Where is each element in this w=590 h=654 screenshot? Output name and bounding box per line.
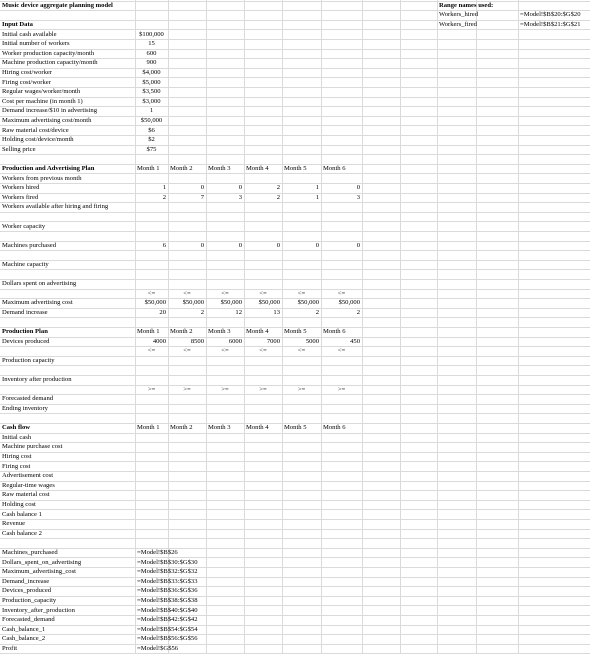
month-header[interactable]: Month 3 (208, 328, 231, 336)
demand-increase-cell[interactable]: 2 (200, 309, 204, 316)
input-value[interactable]: 600 (146, 49, 157, 57)
workers-fired-cell[interactable]: 2 (162, 193, 166, 201)
row-gridline (0, 231, 590, 232)
input-label[interactable]: Raw material cost/device (2, 126, 69, 134)
row-gridline (0, 269, 590, 270)
demand-increase-cell[interactable]: 20 (159, 309, 166, 316)
range-ref[interactable]: =Model!$B$36:$G$36 (137, 587, 198, 595)
constraint-le[interactable]: <= (183, 289, 191, 297)
input-value[interactable]: $50,000 (140, 117, 163, 124)
column-gridline (244, 0, 245, 654)
range-name[interactable]: Inventory_after_production (2, 606, 75, 614)
column-gridline (362, 0, 363, 654)
row-gridline (0, 154, 590, 155)
devices-produced-cell[interactable]: 6000 (228, 337, 242, 345)
input-value[interactable]: $5,000 (142, 78, 161, 86)
constraint-le[interactable]: <= (221, 289, 229, 297)
range-names-heading[interactable]: Range names used: (439, 1, 494, 9)
input-label[interactable]: Worker production capacity/month (2, 49, 95, 57)
cashflow-label[interactable]: Regular-time wages (2, 481, 55, 489)
range-ref[interactable]: =Model!$B$32:$G$32 (137, 568, 198, 576)
plan-heading[interactable]: Production and Advertising Plan (2, 165, 95, 172)
workers-fired-cell[interactable]: 7 (200, 193, 204, 201)
input-value[interactable]: $4,000 (142, 69, 161, 76)
constraint-le[interactable]: <= (297, 347, 306, 355)
max-adv-cell[interactable]: $50,000 (220, 299, 242, 307)
cashflow-label[interactable]: Initial cash (2, 433, 32, 441)
row-label[interactable]: Workers available after hiring and firing (2, 203, 109, 211)
devices-produced-cell[interactable]: 4000 (152, 337, 166, 345)
constraint-ge[interactable]: >= (147, 385, 156, 393)
row-label[interactable]: Worker capacity (2, 222, 46, 230)
constraint-le[interactable]: <= (183, 347, 191, 355)
input-label[interactable]: Firing cost/worker (2, 78, 51, 86)
input-value[interactable]: $75 (146, 145, 157, 153)
row-label[interactable]: Devices produced (2, 337, 50, 345)
row-label[interactable]: Workers fired (2, 193, 39, 201)
row-gridline (0, 250, 590, 251)
production-heading[interactable]: Production Plan (2, 328, 48, 336)
row-label[interactable]: Machines purchased (2, 241, 57, 249)
constraint-ge[interactable]: >= (259, 385, 267, 393)
demand-increase-cell[interactable]: 12 (235, 309, 242, 316)
demand-increase-cell[interactable]: 13 (273, 309, 280, 316)
input-label[interactable]: Regular wages/worker/month (2, 88, 81, 96)
sheet-title[interactable]: Music device aggregate planning model (2, 1, 113, 9)
max-adv-cell[interactable]: $50,000 (338, 299, 360, 307)
month-header[interactable]: Month 4 (246, 165, 269, 172)
input-value[interactable]: 15 (148, 40, 155, 48)
range-name[interactable]: Profit (2, 645, 18, 652)
row-label[interactable]: Inventory after production (2, 376, 72, 384)
range-ref[interactable]: =Model!$B$54:$G$54 (137, 625, 198, 633)
range-name[interactable]: Production_capacity (2, 597, 57, 604)
machines-purchased-cell[interactable]: 0 (276, 241, 280, 249)
range-name[interactable]: Cash_balance_2 (2, 635, 46, 643)
range-name[interactable]: Machines_purchased (2, 549, 58, 556)
input-label[interactable]: Cost per machine (in month 1) (2, 97, 83, 105)
devices-produced-cell[interactable]: 8500 (190, 337, 204, 345)
month-header[interactable]: Month 2 (170, 424, 193, 432)
input-value[interactable]: $100,000 (139, 30, 164, 38)
row-label[interactable]: Workers from previous month (2, 174, 82, 182)
devices-produced-cell[interactable]: 450 (350, 337, 360, 345)
max-adv-cell[interactable]: $50,000 (297, 299, 319, 307)
month-header[interactable]: Month 5 (284, 328, 307, 336)
input-label[interactable]: Demand increase/$10 in advertising (2, 107, 98, 115)
input-label[interactable]: Selling price (2, 145, 36, 153)
constraint-ge[interactable]: >= (183, 385, 191, 393)
cashflow-label[interactable]: Cash balance 2 (2, 529, 42, 537)
range-name[interactable]: Workers_hired (439, 11, 479, 19)
month-header[interactable]: Month 1 (137, 328, 160, 336)
workers-hired-cell[interactable]: 1 (162, 184, 166, 192)
range-name[interactable]: Forecasted_demand (2, 616, 55, 624)
month-header[interactable]: Month 5 (284, 165, 307, 172)
demand-increase-cell[interactable]: 2 (356, 309, 360, 316)
month-header[interactable]: Month 2 (170, 328, 193, 336)
workers-hired-cell[interactable]: 2 (276, 184, 280, 192)
range-name[interactable]: Demand_increase (2, 577, 50, 585)
row-gridline (0, 317, 590, 318)
workers-fired-cell[interactable]: 3 (356, 193, 360, 201)
cashflow-label[interactable]: Cash balance 1 (2, 510, 42, 518)
month-header[interactable]: Month 6 (323, 165, 346, 172)
workers-hired-cell[interactable]: 0 (238, 184, 242, 192)
range-ref[interactable]: =Model!$B$21:$G$21 (520, 21, 581, 28)
range-name[interactable]: Dollars_spent_on_advertising (2, 558, 82, 566)
constraint-ge[interactable]: >= (297, 385, 306, 393)
workers-fired-cell[interactable]: 2 (276, 193, 280, 201)
workers-fired-cell[interactable]: 1 (315, 193, 319, 201)
input-label[interactable]: Initial cash available (2, 30, 57, 38)
input-label[interactable]: Holding cost/device/month (2, 136, 74, 144)
machines-purchased-cell[interactable]: 0 (200, 241, 204, 249)
month-header[interactable]: Month 3 (208, 165, 231, 172)
row-gridline (0, 538, 590, 539)
input-label[interactable]: Hiring cost/worker (2, 69, 52, 76)
month-header[interactable]: Month 2 (170, 165, 193, 172)
workers-hired-cell[interactable]: 0 (200, 184, 204, 192)
max-adv-cell[interactable]: $50,000 (144, 299, 166, 307)
range-ref[interactable]: =Model!$B$56:$G$56 (137, 635, 198, 643)
max-adv-cell[interactable]: $50,000 (258, 299, 280, 307)
workers-fired-cell[interactable]: 3 (238, 193, 242, 201)
cashflow-label[interactable]: Revenue (2, 520, 26, 528)
month-header[interactable]: Month 5 (284, 424, 307, 432)
input-value[interactable]: $6 (148, 126, 155, 134)
row-gridline (0, 365, 590, 366)
input-value[interactable]: $3,500 (142, 88, 161, 96)
range-ref[interactable]: =Model!$B$20:$G$20 (520, 11, 581, 19)
column-gridline (400, 0, 401, 654)
column-gridline (476, 0, 477, 654)
cashflow-label[interactable]: Machine purchase cost (2, 443, 63, 451)
row-gridline (0, 212, 590, 213)
constraint-le[interactable]: <= (337, 289, 346, 297)
workers-hired-cell[interactable]: 0 (356, 184, 360, 192)
input-data-heading[interactable]: Input Data (2, 21, 33, 28)
range-ref[interactable]: =Model!$B$26 (137, 549, 178, 556)
range-name[interactable]: Maximum_advertising_cost (2, 568, 76, 576)
input-value[interactable]: $3,000 (142, 97, 161, 105)
column-gridline (135, 0, 136, 654)
machines-purchased-cell[interactable]: 6 (162, 241, 166, 249)
range-ref[interactable]: =Model!$B$42:$G$42 (137, 616, 198, 624)
devices-produced-cell[interactable]: 5000 (305, 337, 319, 345)
range-ref[interactable]: =Model!$B$30:$G$30 (137, 558, 198, 566)
cashflow-label[interactable]: Holding cost (2, 501, 36, 508)
cashflow-label[interactable]: Firing cost (2, 462, 31, 470)
range-name[interactable]: Devices_produced (2, 587, 52, 595)
column-gridline (282, 0, 283, 654)
column-gridline (518, 0, 519, 654)
row-label[interactable]: Demand increase (2, 309, 48, 316)
range-name[interactable]: Cash_balance_1 (2, 625, 46, 633)
month-header[interactable]: Month 3 (208, 424, 231, 432)
range-ref[interactable]: =Model!$B$40:$G$40 (137, 606, 198, 614)
constraint-le[interactable]: <= (297, 289, 306, 297)
row-label[interactable]: Ending inventory (2, 405, 48, 412)
constraint-le[interactable]: <= (147, 347, 156, 355)
input-value[interactable]: 1 (149, 107, 154, 115)
constraint-ge[interactable]: >= (221, 385, 229, 393)
row-label[interactable]: Machine capacity (2, 261, 49, 268)
column-gridline (437, 0, 438, 654)
cashflow-label[interactable]: Raw material cost (2, 491, 50, 499)
month-header[interactable]: Month 6 (323, 328, 346, 336)
range-ref[interactable]: =Model!$G$56 (137, 645, 179, 652)
constraint-le[interactable]: <= (147, 289, 156, 297)
constraint-le[interactable]: <= (221, 347, 229, 355)
demand-increase-cell[interactable]: 2 (315, 309, 319, 316)
constraint-le[interactable]: <= (259, 289, 267, 297)
range-ref[interactable]: =Model!$B$38:$G$38 (137, 597, 198, 604)
input-label[interactable]: Machine production capacity/month (2, 59, 98, 67)
month-header[interactable]: Month 4 (246, 424, 269, 432)
range-ref[interactable]: =Model!$B$33:$G$33 (137, 577, 198, 585)
month-header[interactable]: Month 6 (323, 424, 346, 432)
constraint-le[interactable]: <= (259, 347, 267, 355)
cashflow-heading[interactable]: Cash flow (2, 424, 31, 432)
row-label[interactable]: Maximum advertising cost (2, 299, 73, 307)
constraint-ge[interactable]: >= (337, 385, 346, 393)
input-label[interactable]: Initial number of workers (2, 40, 70, 48)
input-value[interactable]: $2 (148, 136, 155, 144)
row-label[interactable]: Workers hired (2, 184, 40, 192)
input-label[interactable]: Maximum advertising cost/month (2, 117, 92, 124)
month-header[interactable]: Month 4 (246, 328, 269, 336)
row-label[interactable]: Production capacity (2, 357, 55, 364)
machines-purchased-cell[interactable]: 0 (238, 241, 242, 249)
max-adv-cell[interactable]: $50,000 (182, 299, 204, 307)
machines-purchased-cell[interactable]: 0 (315, 241, 319, 249)
workers-hired-cell[interactable]: 1 (315, 184, 319, 192)
row-gridline (0, 413, 590, 414)
constraint-le[interactable]: <= (337, 347, 346, 355)
cashflow-label[interactable]: Advertisement cost (2, 472, 54, 480)
row-label[interactable]: Dollars spent on advertising (2, 280, 77, 288)
row-label[interactable]: Forecasted demand (2, 395, 54, 403)
input-value[interactable]: 900 (146, 59, 157, 67)
month-header[interactable]: Month 1 (137, 165, 160, 172)
cashflow-label[interactable]: Hiring cost (2, 453, 32, 460)
column-gridline (321, 0, 322, 654)
machines-purchased-cell[interactable]: 0 (356, 241, 360, 249)
month-header[interactable]: Month 1 (137, 424, 160, 432)
range-name[interactable]: Workers_fired (439, 21, 477, 28)
devices-produced-cell[interactable]: 7000 (266, 337, 280, 345)
